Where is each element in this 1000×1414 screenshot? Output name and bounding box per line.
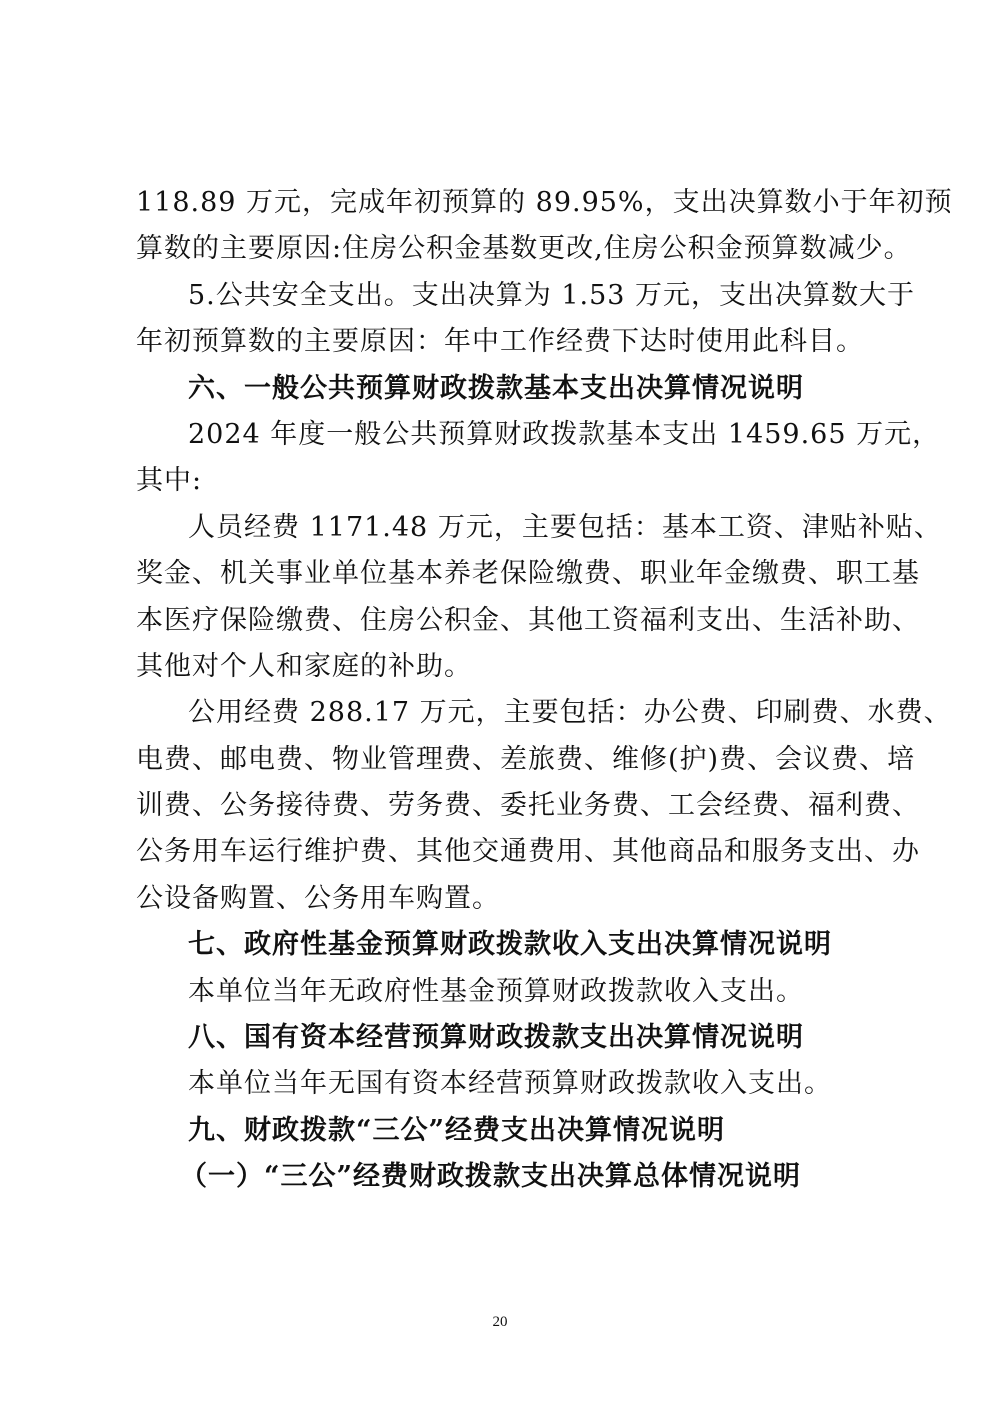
paragraph-line: 训费、公务接待费、劳务费、委托业务费、工会经费、福利费、 [136, 790, 920, 822]
paragraph-line: 本单位当年无国有资本经营预算财政拨款收入支出。 [188, 1068, 832, 1100]
paragraph-line: 年初预算数的主要原因：年中工作经费下达时使用此科目。 [136, 326, 864, 358]
paragraph-line: 电费、邮电费、物业管理费、差旅费、维修(护)费、会议费、培 [136, 743, 916, 775]
section-heading-7: 七、政府性基金预算财政拨款收入支出决算情况说明 [188, 929, 832, 961]
paragraph-line: 本单位当年无政府性基金预算财政拨款收入支出。 [188, 975, 804, 1007]
paragraph-line: 2024 年度一般公共预算财政拨款基本支出 1459.65 万元， [188, 418, 941, 450]
paragraph-line: 算数的主要原因:住房公积金基数更改,住房公积金预算数减少。 [136, 233, 912, 265]
paragraph-line: 公务用车运行维护费、其他交通费用、其他商品和服务支出、办 [136, 836, 920, 868]
paragraph-line: 公用经费 288.17 万元，主要包括：办公费、印刷费、水费、 [188, 697, 952, 729]
subsection-heading-9-1: （一）“三公”经费财政拨款支出决算总体情况说明 [180, 1161, 802, 1193]
paragraph-line: 118.89 万元，完成年初预算的 89.95%，支出决算数小于年初预 [136, 187, 953, 218]
section-heading-9: 九、财政拨款“三公”经费支出决算情况说明 [188, 1114, 726, 1146]
section-heading-8: 八、国有资本经营预算财政拨款支出决算情况说明 [188, 1022, 804, 1054]
paragraph-line: 人员经费 1171.48 万元，主要包括：基本工资、津贴补贴、 [188, 511, 942, 543]
page-number: 20 [492, 1314, 508, 1330]
paragraph-line: 奖金、机关事业单位基本养老保险缴费、职业年金缴费、职工基 [136, 558, 920, 590]
paragraph-line: 公设备购置、公务用车购置。 [136, 882, 500, 914]
paragraph-line: 其中: [136, 465, 203, 497]
paragraph-line: 其他对个人和家庭的补助。 [136, 650, 472, 682]
paragraph-line: 本医疗保险缴费、住房公积金、其他工资福利支出、生活补助、 [136, 604, 920, 636]
document-body [136, 180, 953, 1201]
section-heading-6: 六、一般公共预算财政拨款基本支出决算情况说明 [188, 372, 804, 404]
paragraph-line: 5.公共安全支出。支出决算为 1.53 万元，支出决算数大于 [188, 279, 916, 311]
